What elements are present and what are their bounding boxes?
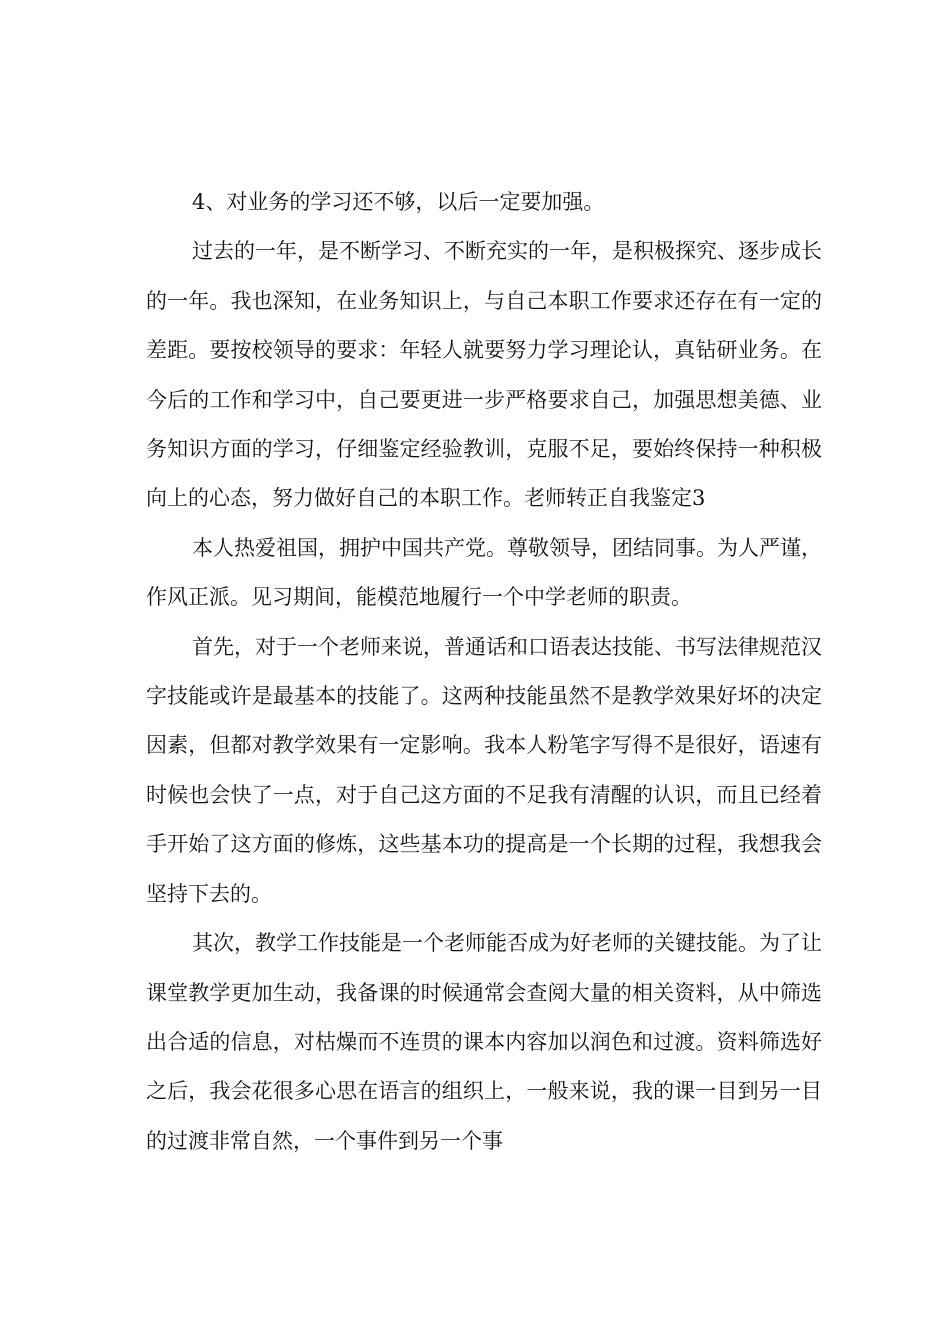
paragraph-3: 本人热爱祖国，拥护中国共产党。尊敬领导，团结同事。为人严谨，作风正派。见习期间，能模范地履行一个中学老师的职责。 (146, 535, 822, 610)
paragraph-1: 4、对业务的学习还不够，以后一定要加强。 (192, 190, 605, 214)
paragraph-2: 过去的一年，是不断学习、不断充实的一年，是积极探究、逐步成长的一年。我也深知，在业务知识上，与自己本职工作要求还存在有一定的差距。要按校领导的要求：年轻人就要努力学习理论认，真钻研业务。在今后的工作和学习中，自己要更进一步严格要求自己，加强思想美德、业务知识方面的学习，仔细鉴定经验教训，克服不足，要始终保持一种积极向上的心态，努力做好自己的本职工作。老师转正自我鉴定3 (146, 239, 822, 511)
document-body (146, 178, 822, 1166)
paragraph-5: 其次，教学工作技能是一个老师能否成为好老师的关键技能。为了让课堂教学更加生动，我备课的时候通常会查阅大量的相关资料，从中筛选出合适的信息，对枯燥而不连贯的课本内容加以润色和过渡。资料筛选好之后，我会花很多心思在语言的组织上，一般来说，我的课一目到另一目的过渡非常自然，一个事件到另一个事 (146, 931, 822, 1153)
paragraph-4: 首先，对于一个老师来说，普通话和口语表达技能、书写法律规范汉字技能或许是最基本的技能了。这两种技能虽然不是教学效果好坏的决定因素，但都对教学效果有一定影响。我本人粉笔字写得不是很好，语速有时候也会快了一点，对于自己这方面的不足我有清醒的认识，而且已经着手开始了这方面的修炼，这些基本功的提高是一个长期的过程，我想我会坚持下去的。 (146, 634, 822, 906)
